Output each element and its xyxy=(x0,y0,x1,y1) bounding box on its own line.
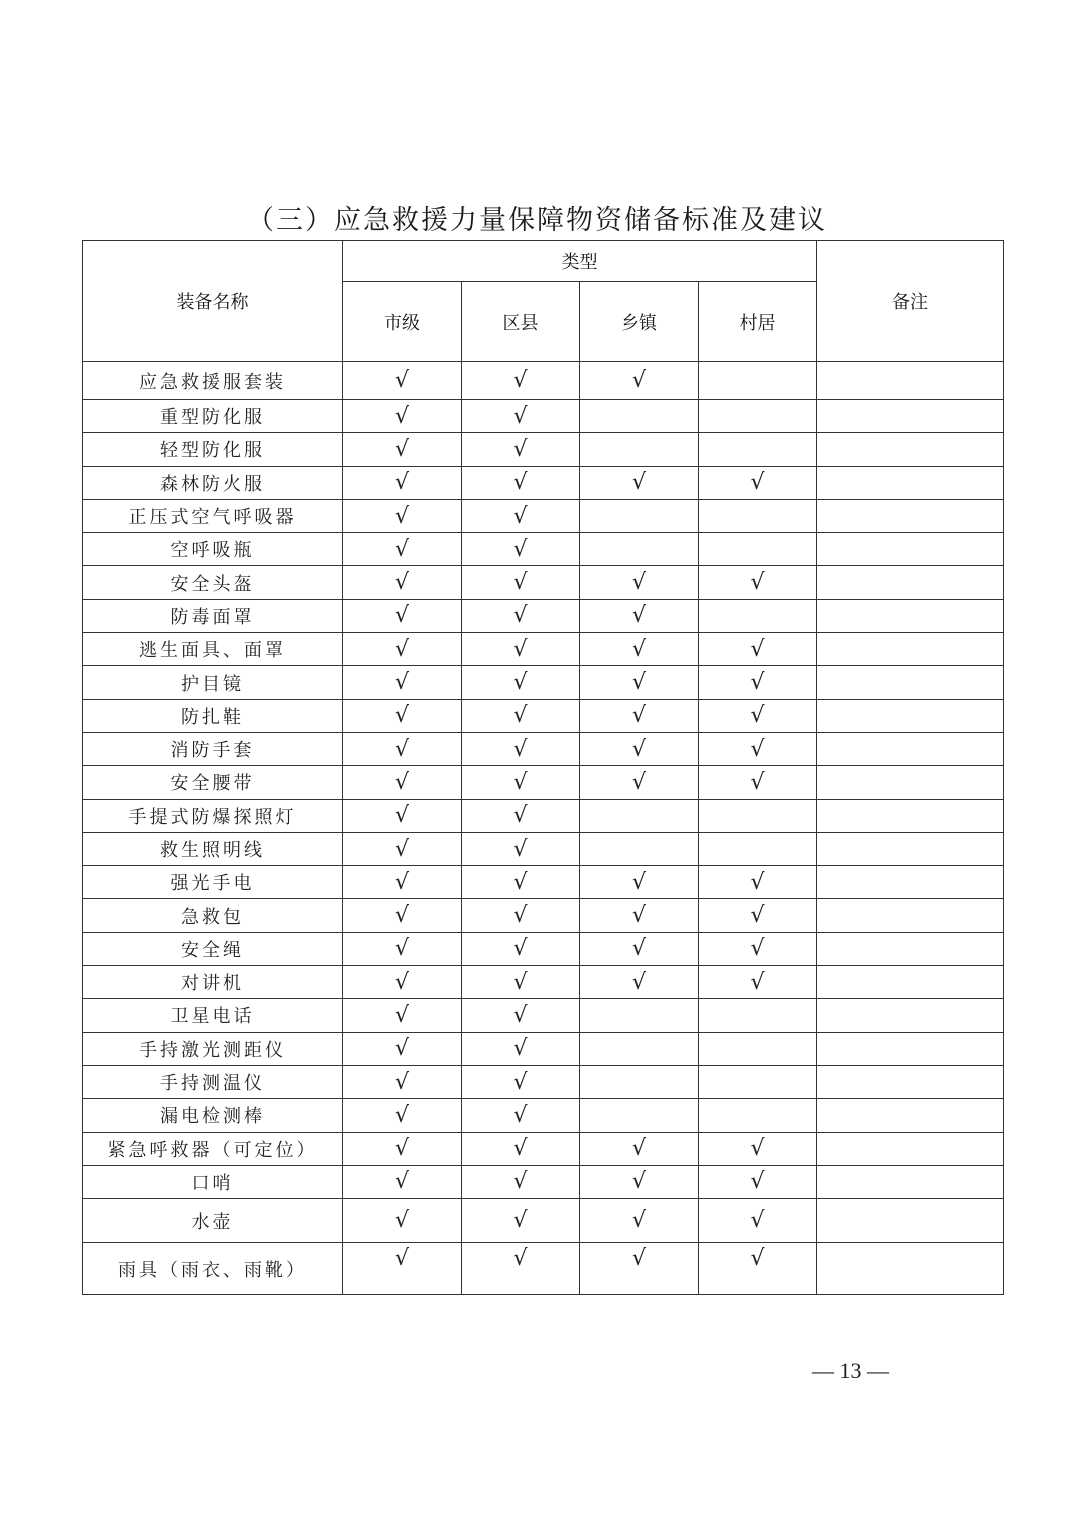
checkmark-icon: √ xyxy=(750,869,765,895)
checkmark-icon: √ xyxy=(513,670,528,696)
remarks-cell xyxy=(817,732,1004,765)
check-cell-county xyxy=(462,633,580,666)
checkmark-icon: √ xyxy=(394,670,410,696)
check-cell-village xyxy=(699,766,817,799)
check-cell-county xyxy=(462,866,580,899)
remarks-cell xyxy=(817,1132,1004,1165)
check-cell-city xyxy=(343,499,462,532)
checkmark-icon: √ xyxy=(513,1136,528,1162)
checkmark-icon: √ xyxy=(394,503,410,529)
check-cell-county xyxy=(462,1199,580,1243)
checkmark-icon: √ xyxy=(394,936,410,962)
table-row xyxy=(83,633,1004,666)
check-cell-county xyxy=(462,732,580,765)
checkmark-icon: √ xyxy=(394,1002,410,1028)
check-cell-city xyxy=(343,999,462,1032)
equipment-name-cell: 逃生面具、面罩 xyxy=(83,633,343,666)
checkmark-icon: √ xyxy=(631,703,647,729)
checkmark-icon: √ xyxy=(394,368,410,393)
checkmark-icon: √ xyxy=(394,536,410,562)
check-cell-city xyxy=(343,1032,462,1065)
equipment-name-cell: 手提式防爆探照灯 xyxy=(83,799,343,832)
equipment-name-cell: 重型防化服 xyxy=(83,400,343,433)
equipment-name-cell: 防毒面罩 xyxy=(83,599,343,632)
check-cell-village xyxy=(699,966,817,999)
check-cell-county xyxy=(462,966,580,999)
check-cell-city xyxy=(343,932,462,965)
checkmark-icon: √ xyxy=(394,1246,410,1272)
check-cell-village xyxy=(699,1199,817,1243)
check-cell-city xyxy=(343,1132,462,1165)
check-cell-city xyxy=(343,732,462,765)
check-cell-county xyxy=(462,433,580,466)
check-cell-town xyxy=(580,866,699,899)
checkmark-icon: √ xyxy=(631,736,647,762)
check-cell-town xyxy=(580,400,699,433)
check-cell-town xyxy=(580,999,699,1032)
checkmark-icon: √ xyxy=(513,603,528,629)
equipment-name-cell: 漏电检测棒 xyxy=(83,1099,343,1132)
check-cell-county xyxy=(462,899,580,932)
checkmark-icon: √ xyxy=(631,670,647,696)
check-cell-village xyxy=(699,400,817,433)
table-row xyxy=(83,699,1004,732)
check-cell-village xyxy=(699,1065,817,1098)
table-row xyxy=(83,599,1004,632)
check-cell-city xyxy=(343,666,462,699)
checkmark-icon: √ xyxy=(513,368,528,393)
check-cell-town xyxy=(580,1243,699,1295)
checkmark-icon: √ xyxy=(394,736,410,762)
equipment-name-cell: 消防手套 xyxy=(83,732,343,765)
checkmark-icon: √ xyxy=(513,1208,528,1234)
checkmark-icon: √ xyxy=(394,636,410,662)
page-title: （三）应急救援力量保障物资储备标准及建议 xyxy=(247,205,827,236)
checkmark-icon: √ xyxy=(513,969,528,995)
check-cell-town xyxy=(580,832,699,865)
equipment-standards-table xyxy=(82,240,1004,1295)
check-cell-county xyxy=(462,1132,580,1165)
checkmark-icon: √ xyxy=(750,969,765,995)
check-cell-county xyxy=(462,599,580,632)
remarks-cell xyxy=(817,1065,1004,1098)
checkmark-icon: √ xyxy=(394,903,410,929)
remarks-cell xyxy=(817,966,1004,999)
check-cell-county xyxy=(462,699,580,732)
remarks-cell xyxy=(817,666,1004,699)
check-cell-city xyxy=(343,1199,462,1243)
checkmark-icon: √ xyxy=(394,836,410,862)
check-cell-village xyxy=(699,433,817,466)
check-cell-town xyxy=(580,1199,699,1243)
check-cell-town xyxy=(580,899,699,932)
equipment-name-cell: 手持激光测距仪 xyxy=(83,1032,343,1065)
check-cell-village xyxy=(699,566,817,599)
checkmark-icon: √ xyxy=(631,769,647,795)
checkmark-icon: √ xyxy=(750,636,765,662)
check-cell-town xyxy=(580,799,699,832)
checkmark-icon: √ xyxy=(394,803,410,829)
check-cell-town xyxy=(580,666,699,699)
page-number: — 13 — xyxy=(812,1358,889,1383)
check-cell-county xyxy=(462,400,580,433)
check-cell-village xyxy=(699,1099,817,1132)
table-row xyxy=(83,999,1004,1032)
checkmark-icon: √ xyxy=(750,1208,765,1234)
header-level-county: 区县 xyxy=(462,282,580,362)
check-cell-city xyxy=(343,1165,462,1198)
equipment-name-cell: 轻型防化服 xyxy=(83,433,343,466)
check-cell-town xyxy=(580,566,699,599)
check-cell-city xyxy=(343,966,462,999)
check-cell-town xyxy=(580,1099,699,1132)
checkmark-icon: √ xyxy=(631,1136,647,1162)
check-cell-village xyxy=(699,932,817,965)
remarks-cell xyxy=(817,466,1004,499)
checkmark-icon: √ xyxy=(394,403,410,429)
checkmark-icon: √ xyxy=(513,1246,528,1272)
checkmark-icon: √ xyxy=(513,1069,528,1095)
check-cell-village xyxy=(699,362,817,400)
header-level-city: 市级 xyxy=(343,282,462,362)
table-row xyxy=(83,566,1004,599)
table-row xyxy=(83,1199,1004,1243)
checkmark-icon: √ xyxy=(394,570,410,596)
checkmark-icon: √ xyxy=(631,636,647,662)
table-row xyxy=(83,932,1004,965)
equipment-name-cell: 应急救援服套装 xyxy=(83,362,343,400)
check-cell-village xyxy=(699,1243,817,1295)
checkmark-icon: √ xyxy=(631,603,647,629)
equipment-name-cell: 安全头盔 xyxy=(83,566,343,599)
equipment-name-cell: 急救包 xyxy=(83,899,343,932)
check-cell-county xyxy=(462,766,580,799)
equipment-name-cell: 森林防火服 xyxy=(83,466,343,499)
check-cell-county xyxy=(462,999,580,1032)
check-cell-village xyxy=(699,633,817,666)
checkmark-icon: √ xyxy=(631,869,647,895)
check-cell-county xyxy=(462,1099,580,1132)
check-cell-town xyxy=(580,362,699,400)
check-cell-city xyxy=(343,533,462,566)
check-cell-county xyxy=(462,666,580,699)
table-row xyxy=(83,766,1004,799)
check-cell-county xyxy=(462,832,580,865)
check-cell-city xyxy=(343,1099,462,1132)
check-cell-town xyxy=(580,1132,699,1165)
checkmark-icon: √ xyxy=(513,403,528,429)
checkmark-icon: √ xyxy=(513,703,528,729)
remarks-cell xyxy=(817,566,1004,599)
check-cell-village xyxy=(699,699,817,732)
checkmark-icon: √ xyxy=(750,936,765,962)
checkmark-icon: √ xyxy=(394,869,410,895)
remarks-cell xyxy=(817,999,1004,1032)
equipment-name-cell: 强光手电 xyxy=(83,866,343,899)
checkmark-icon: √ xyxy=(631,936,647,962)
header-equipment-name: 装备名称 xyxy=(83,241,343,362)
checkmark-icon: √ xyxy=(513,1169,528,1195)
table-row xyxy=(83,1032,1004,1065)
equipment-name-cell: 紧急呼救器（可定位） xyxy=(83,1132,343,1165)
check-cell-city xyxy=(343,799,462,832)
table-row xyxy=(83,732,1004,765)
equipment-name-cell: 手持测温仪 xyxy=(83,1065,343,1098)
remarks-cell xyxy=(817,699,1004,732)
remarks-cell xyxy=(817,1165,1004,1198)
remarks-cell xyxy=(817,866,1004,899)
check-cell-town xyxy=(580,1165,699,1198)
table-body xyxy=(83,362,1004,1295)
check-cell-village xyxy=(699,1132,817,1165)
check-cell-city xyxy=(343,400,462,433)
check-cell-village xyxy=(699,999,817,1032)
table-row xyxy=(83,1243,1004,1295)
check-cell-city xyxy=(343,899,462,932)
table-row xyxy=(83,899,1004,932)
equipment-name-cell: 水壶 xyxy=(83,1199,343,1243)
remarks-cell xyxy=(817,400,1004,433)
check-cell-town xyxy=(580,599,699,632)
table-row xyxy=(83,1099,1004,1132)
checkmark-icon: √ xyxy=(750,769,765,795)
checkmark-icon: √ xyxy=(394,1136,410,1162)
checkmark-icon: √ xyxy=(513,769,528,795)
check-cell-county xyxy=(462,1065,580,1098)
check-cell-town xyxy=(580,966,699,999)
check-cell-county xyxy=(462,1243,580,1295)
check-cell-village xyxy=(699,799,817,832)
check-cell-town xyxy=(580,1065,699,1098)
equipment-name-cell: 卫星电话 xyxy=(83,999,343,1032)
table-row xyxy=(83,466,1004,499)
remarks-cell xyxy=(817,899,1004,932)
table-row xyxy=(83,1065,1004,1098)
equipment-name-cell: 对讲机 xyxy=(83,966,343,999)
check-cell-village xyxy=(699,666,817,699)
header-type-group: 类型 xyxy=(343,241,817,282)
remarks-cell xyxy=(817,1243,1004,1295)
checkmark-icon: √ xyxy=(394,1208,410,1234)
checkmark-icon: √ xyxy=(394,1102,410,1128)
check-cell-county xyxy=(462,1165,580,1198)
check-cell-town xyxy=(580,533,699,566)
check-cell-city xyxy=(343,633,462,666)
equipment-name-cell: 正压式空气呼吸器 xyxy=(83,499,343,532)
checkmark-icon: √ xyxy=(394,969,410,995)
table-row xyxy=(83,666,1004,699)
equipment-name-cell: 空呼吸瓶 xyxy=(83,533,343,566)
checkmark-icon: √ xyxy=(513,836,528,862)
checkmark-icon: √ xyxy=(394,769,410,795)
header-remarks: 备注 xyxy=(817,241,1004,362)
check-cell-city xyxy=(343,599,462,632)
checkmark-icon: √ xyxy=(513,503,528,529)
remarks-cell xyxy=(817,1099,1004,1132)
check-cell-city xyxy=(343,832,462,865)
check-cell-county xyxy=(462,499,580,532)
check-cell-village xyxy=(699,533,817,566)
remarks-cell xyxy=(817,799,1004,832)
check-cell-town xyxy=(580,499,699,532)
checkmark-icon: √ xyxy=(394,1036,410,1062)
check-cell-county xyxy=(462,466,580,499)
check-cell-village xyxy=(699,599,817,632)
check-cell-village xyxy=(699,1165,817,1198)
header-level-village: 村居 xyxy=(699,282,817,362)
check-cell-village xyxy=(699,1032,817,1065)
check-cell-county xyxy=(462,533,580,566)
checkmark-icon: √ xyxy=(631,1208,647,1234)
check-cell-village xyxy=(699,866,817,899)
checkmark-icon: √ xyxy=(513,1002,528,1028)
checkmark-icon: √ xyxy=(513,1036,528,1062)
checkmark-icon: √ xyxy=(513,470,528,496)
checkmark-icon: √ xyxy=(631,570,647,596)
checkmark-icon: √ xyxy=(750,703,765,729)
remarks-cell xyxy=(817,932,1004,965)
check-cell-county xyxy=(462,799,580,832)
checkmark-icon: √ xyxy=(394,1169,410,1195)
check-cell-town xyxy=(580,466,699,499)
check-cell-town xyxy=(580,732,699,765)
table-row xyxy=(83,1165,1004,1198)
equipment-name-cell: 救生照明线 xyxy=(83,832,343,865)
check-cell-county xyxy=(462,1032,580,1065)
check-cell-city xyxy=(343,466,462,499)
table-row xyxy=(83,799,1004,832)
checkmark-icon: √ xyxy=(750,1246,765,1272)
header-level-town: 乡镇 xyxy=(580,282,699,362)
checkmark-icon: √ xyxy=(513,1102,528,1128)
remarks-cell xyxy=(817,633,1004,666)
checkmark-icon: √ xyxy=(513,436,528,462)
checkmark-icon: √ xyxy=(750,670,765,696)
remarks-cell xyxy=(817,599,1004,632)
equipment-name-cell: 护目镜 xyxy=(83,666,343,699)
checkmark-icon: √ xyxy=(513,803,528,829)
checkmark-icon: √ xyxy=(513,736,528,762)
checkmark-icon: √ xyxy=(750,470,765,496)
remarks-cell xyxy=(817,1199,1004,1243)
checkmark-icon: √ xyxy=(513,536,528,562)
checkmark-icon: √ xyxy=(750,736,765,762)
table-row xyxy=(83,533,1004,566)
checkmark-icon: √ xyxy=(750,570,765,596)
checkmark-icon: √ xyxy=(394,703,410,729)
checkmark-icon: √ xyxy=(631,1246,647,1272)
checkmark-icon: √ xyxy=(631,470,647,496)
remarks-cell xyxy=(817,832,1004,865)
remarks-cell xyxy=(817,433,1004,466)
check-cell-town xyxy=(580,433,699,466)
equipment-name-cell: 安全腰带 xyxy=(83,766,343,799)
checkmark-icon: √ xyxy=(631,1169,647,1195)
check-cell-city xyxy=(343,699,462,732)
check-cell-village xyxy=(699,732,817,765)
checkmark-icon: √ xyxy=(394,603,410,629)
equipment-name-cell: 雨具（雨衣、雨靴） xyxy=(83,1243,343,1295)
table-row xyxy=(83,832,1004,865)
check-cell-city xyxy=(343,362,462,400)
checkmark-icon: √ xyxy=(394,1069,410,1095)
check-cell-town xyxy=(580,932,699,965)
remarks-cell xyxy=(817,1032,1004,1065)
check-cell-town xyxy=(580,1032,699,1065)
table-row xyxy=(83,499,1004,532)
check-cell-village xyxy=(699,832,817,865)
checkmark-icon: √ xyxy=(750,1136,765,1162)
equipment-name-cell: 安全绳 xyxy=(83,932,343,965)
check-cell-village xyxy=(699,899,817,932)
checkmark-icon: √ xyxy=(513,936,528,962)
checkmark-icon: √ xyxy=(513,570,528,596)
check-cell-city xyxy=(343,766,462,799)
equipment-name-cell: 防扎鞋 xyxy=(83,699,343,732)
checkmark-icon: √ xyxy=(513,636,528,662)
checkmark-icon: √ xyxy=(394,470,410,496)
checkmark-icon: √ xyxy=(513,903,528,929)
check-cell-city xyxy=(343,566,462,599)
remarks-cell xyxy=(817,499,1004,532)
table-row xyxy=(83,362,1004,400)
remarks-cell xyxy=(817,362,1004,400)
equipment-name-cell: 口哨 xyxy=(83,1165,343,1198)
table-row xyxy=(83,433,1004,466)
remarks-cell xyxy=(817,533,1004,566)
check-cell-city xyxy=(343,1243,462,1295)
check-cell-city xyxy=(343,1065,462,1098)
table-row xyxy=(83,1132,1004,1165)
check-cell-county xyxy=(462,932,580,965)
table-row xyxy=(83,400,1004,433)
table-row xyxy=(83,966,1004,999)
checkmark-icon: √ xyxy=(750,903,765,929)
check-cell-village xyxy=(699,499,817,532)
checkmark-icon: √ xyxy=(631,368,647,393)
table-row xyxy=(83,866,1004,899)
check-cell-county xyxy=(462,362,580,400)
checkmark-icon: √ xyxy=(631,969,647,995)
checkmark-icon: √ xyxy=(513,869,528,895)
check-cell-village xyxy=(699,466,817,499)
check-cell-town xyxy=(580,633,699,666)
check-cell-county xyxy=(462,566,580,599)
check-cell-city xyxy=(343,433,462,466)
check-cell-town xyxy=(580,699,699,732)
checkmark-icon: √ xyxy=(394,436,410,462)
remarks-cell xyxy=(817,766,1004,799)
checkmark-icon: √ xyxy=(750,1169,765,1195)
check-cell-town xyxy=(580,766,699,799)
checkmark-icon: √ xyxy=(631,903,647,929)
check-cell-city xyxy=(343,866,462,899)
